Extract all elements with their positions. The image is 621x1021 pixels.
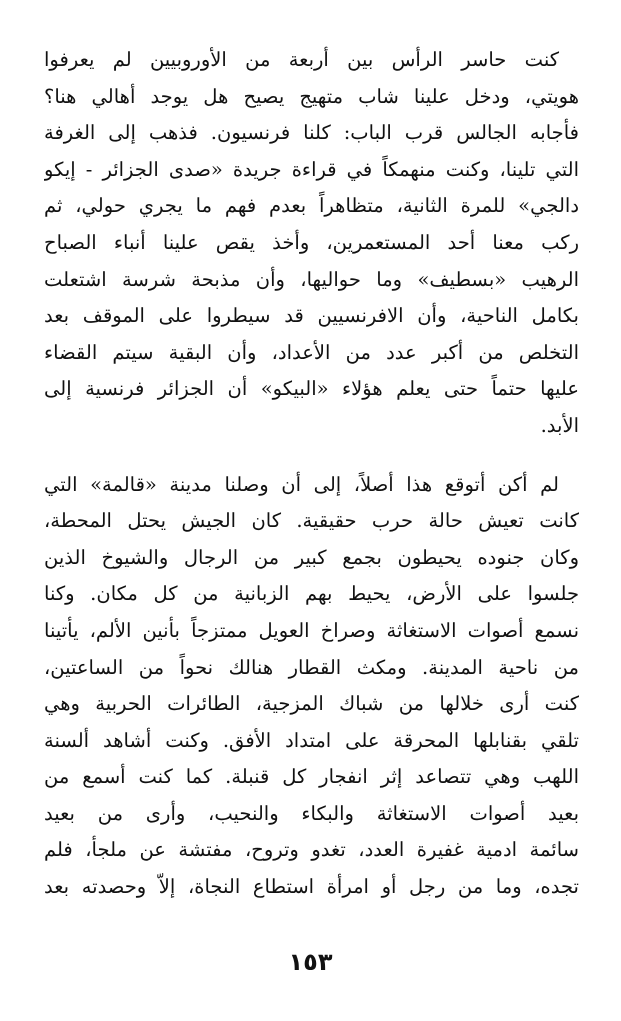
text-line: وكان جنوده يحيطون بجمع كبير من الرجال والشيوخ الذين <box>44 545 579 569</box>
text-line: نسمع أصوات الاستغاثة وصراخ العويل ممتزجاً بأنين الألم، يأتينا <box>44 618 579 642</box>
text-line: تجده، وما من رجل أو امرأة استطاع النجاة، إلاّ وحصدته بعد <box>44 875 579 899</box>
text-line: تلقي بقنابلها المحرقة على امتداد الأفق. وكنت أشاهد ألسنة <box>44 728 579 752</box>
text-line: كنت حاسر الرأس بين أربعة من الأوروبيين لم يعرفوا <box>44 48 559 71</box>
text-line: الأبد. <box>540 413 579 437</box>
paragraph-2 <box>44 467 579 906</box>
text-line: اللهب وهي تتصاعد إثر انفجار كل قنبلة. كما كنت أسمع من <box>44 765 579 789</box>
paragraph-1 <box>44 42 579 445</box>
text-line: التي تلينا، وكنت منهمكاً في قراءة جريدة «صدى الجزائر - إيكو <box>44 157 579 181</box>
text-line: الرهيب «بسطيف» وما حواليها، وأن مذبحة شرسة اشتعلت <box>44 267 579 291</box>
text-line: كنت أرى خلالها من شباك المزجية، الطائرات الحربية وهي <box>44 692 579 716</box>
text-line: فأجابه الجالس قرب الباب: كلنا فرنسيون. فذهب إلى الغرفة <box>44 121 579 145</box>
text-line: بكامل الناحية، وأن الافرنسيين قد سيطروا على الموقف بعد <box>44 304 579 328</box>
text-line: جلسوا على الأرض، يحيط بهم الزبانية من كل مكان. وكنا <box>44 582 579 606</box>
paragraph-gap <box>44 445 579 467</box>
text-line: من ناحية المدينة. ومكث القطار هنالك نحواً من الساعتين، <box>44 655 579 679</box>
text-line: لم أكن أتوقع هذا أصلاً، إلى أن وصلنا مدينة «قالمة» التي <box>44 472 559 496</box>
text-line: بعيد أصوات الاستغاثة والبكاء والنحيب، وأرى من بعيد <box>44 801 579 825</box>
text-line: عليها حتماً حتى يعلم هؤلاء «البيكو» أن الجزائر فرنسية إلى <box>44 377 579 401</box>
text-line: ركب معنا أحد المستعمرين، وأخذ يقص علينا أنباء الصباح <box>44 230 579 254</box>
text-line: هويتي، ودخل علينا شاب متهيج يصيح هل يوجد أهالي هنا؟ <box>44 84 579 108</box>
book-page-body <box>44 42 579 906</box>
text-line: سائمة ادمية غفيرة العدد، تغدو وتروح، مفتشة عن ملجأ، فلم <box>44 838 579 862</box>
page-number: ١٥٣ <box>288 948 333 976</box>
text-line: التخلص من أكبر عدد من الأعداد، وأن البقية سيتم القضاء <box>44 340 579 364</box>
text-line: كانت تعيش حالة حرب حقيقية. كان الجيش يحتل المحطة، <box>44 509 579 533</box>
text-line: دالجي» للمرة الثانية، متظاهراً بعدم فهم ما يجري حولي، ثم <box>44 194 579 218</box>
